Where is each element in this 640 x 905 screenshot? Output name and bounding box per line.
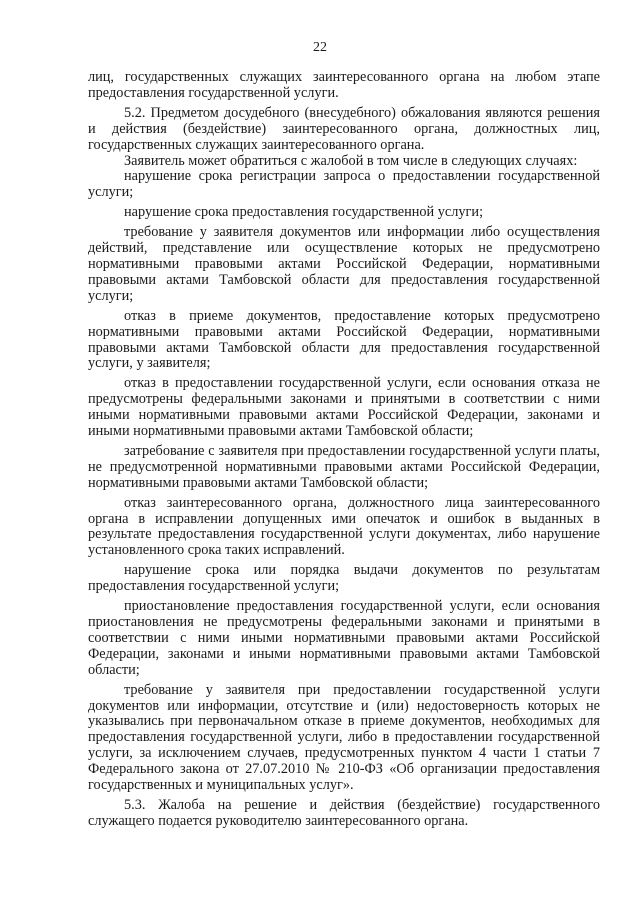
list-item-issuance-violation: нарушение срока или порядка выдачи документов по результатам предоставления государственной услуги; bbox=[88, 562, 600, 595]
list-item-refusal-acceptance: отказ в приеме документов, предоставление которых предусмотрено нормативными правовыми актами Российской Федерации, нормативными правовыми актами Тамбовской области для предоставления государственной услуги, у заявителя; bbox=[88, 307, 600, 372]
list-item-correction-refusal: отказ заинтересованного органа, должностного лица заинтересованного органа в исправлении допущенных ими опечаток и ошибок в выданных в результате предоставления государственной услуги документах, либо нарушение установленного срока таких исправлений. bbox=[88, 494, 600, 559]
paragraph-complaint-cases-intro: Заявитель может обратиться с жалобой в том числе в следующих случаях: bbox=[124, 152, 578, 169]
list-item-refusal-service: отказ в предоставлении государственной услуги, если основания отказа не предусмотрены федеральными законами и принятыми в соответствии с ними иными нормативными правовыми актами Российской Федерации, законами и иными нормативными правовыми актами Тамбовской области; bbox=[88, 375, 600, 440]
list-item-registration-term: нарушение срока регистрации запроса о предоставлении государственной услуги; bbox=[88, 168, 600, 201]
list-item-suspension: приостановление предоставления государственной услуги, если основания приостановления не предусмотрены федеральными законами и принятыми в соответствии с ними иными нормативными правовыми актами Российской Федерации, законами и иными нормативными правовыми актами Тамбовской области; bbox=[88, 598, 600, 678]
document-body bbox=[88, 70, 600, 830]
list-item-extra-documents: требование у заявителя документов или информации либо осуществления действий, представление или осуществление которых не предусмотрено нормативными правовыми актами Российской Федерации, нормативными правовыми актами Тамбовской области для предоставления государственной услуги; bbox=[88, 224, 600, 304]
list-item-missing-documents: требование у заявителя при предоставлении государственной услуги документов или информации, отсутствие и (или) недостоверность которых не указывались при первоначальном отказе в приеме документов, необходимых для предоставления государственной услуги, либо в предоставлении государственной услуги, за исключением случаев, предусмотренных пунктом 4 части 1 статьи 7 Федерального закона от 27.07.2010 № 210-ФЗ «Об организации предоставления государственных и муниципальных услуг». bbox=[88, 681, 600, 794]
list-item-service-term: нарушение срока предоставления государственной услуги; bbox=[124, 204, 484, 221]
paragraph-5-3: 5.3. Жалоба на решение и действия (бездействие) государственного служащего подается руководителю заинтересованного органа. bbox=[88, 796, 600, 829]
paragraph-continuation: лиц, государственных служащих заинтересованного органа на любом этапе предоставления государственной услуги. bbox=[88, 69, 600, 101]
list-item-fee-demand: затребование с заявителя при предоставлении государственной услуги платы, не предусмотренной нормативными правовыми актами Российской Федерации, нормативными правовыми актами Тамбовской области; bbox=[88, 442, 600, 491]
page-number: 22 bbox=[313, 40, 327, 55]
paragraph-5-2: 5.2. Предметом досудебного (внесудебного) обжалования являются решения и действия (бездействие) заинтересованного органа, должностных лиц, государственных служащих заинтересованного органа. bbox=[88, 104, 600, 153]
